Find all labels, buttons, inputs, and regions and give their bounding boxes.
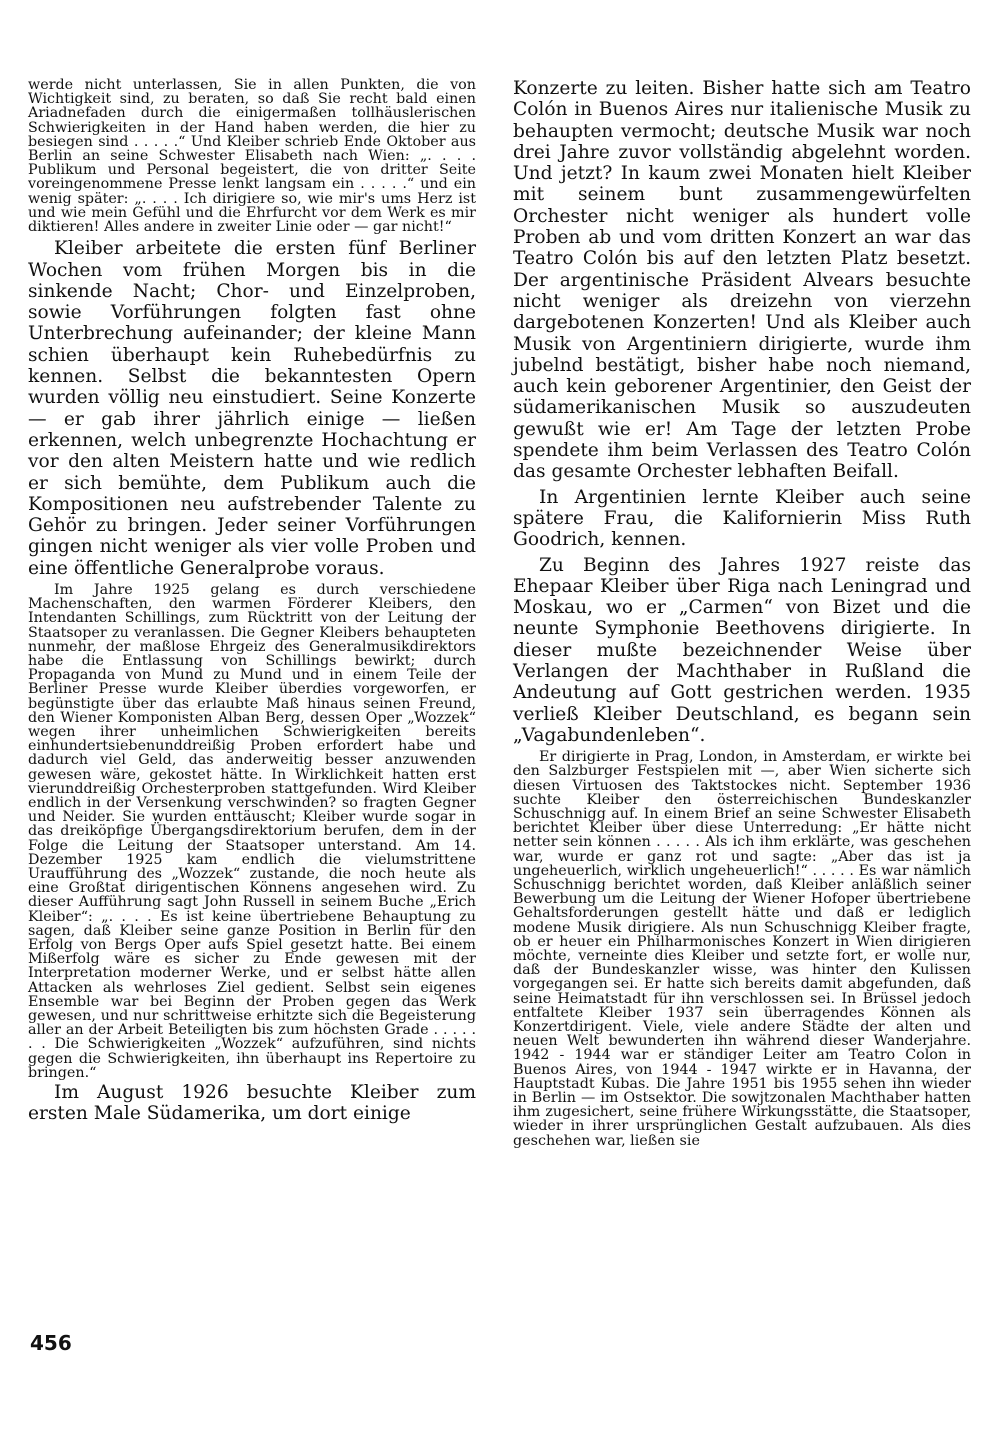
paragraph-wanderjahre: Er dirigierte in Prag, London, in Amsterdam, er wirkte bei den Salzburger Festspielen mit —, aber Wien sicherte sich diesen Virtuosen des Taktstockes nicht. September 1936 suchte Kleiber den österreichischen Bundeskanzler Schuschnigg auf. In einem Brief an seine Schwester Elisabeth berichtet Kleiber über diese Unterredung: „Er hätte nicht netter sein können . . . . . Als ich ihm erklärte, was geschehen war, wurde er ganz rot und sagte: „Aber das ist ja ungeheuerlich, wirklich ungeheuerlich!“ . . . . . Es war nämlich Schuschnigg berichtet worden, daß Kleiber anläßlich seiner Bewerbung um die Leitung der Wiener Hofoper übertriebene Gehaltsforderungen gestellt hätte und daß er lediglich modene Musik dirigiere. Als nun Schuschnigg Kleiber fragte, ob er heuer ein Philharmonisches Konzert in Wien dirigieren möchte, verneinte dies Kleiber und setzte fort, er wolle nur, daß der Bundeskanzler wisse, was hinter den Kulissen vorgegangen sei. Er hatte sich bereits damit abgefunden, daß seine Heimatstadt für ihn verschlossen sei. In Brüssel jedoch entfaltete Kleiber 1937 sein überragendes Können als Konzertdirigent. Viele, viele andere Städte der alten und neuen Welt bewunderten ihn während dieser Wanderjahre. 1942 - 1944 war er ständiger Leiter am Teatro Colon in Buenos Aires, von 1944 - 1947 wirkte er in Havanna, der Hauptstadt Kubas. Die Jahre 1951 bis 1955 sehen ihn wieder in Berlin — im Ostsektor. Die sowjtzonalen Machthaber hatten ihm zugesichert, seine frühere Wirkungsstätte, die Staatsoper, wieder in ihrer ursprünglichen Gestalt aufzubauen. Als dies geschehen war, ließen sie <box>513 749 971 1149</box>
page-number: 456 <box>30 1331 72 1355</box>
paragraph-1927-journey: Zu Beginn des Jahres 1927 reiste das Ehepaar Kleiber über Riga nach Leningrad und Moskau, wo er „Carmen“ von Bizet und die neunte Symphonie Beethovens dirigierte. In dieser mußte bezeichnender Weise über Verlangen der Machthaber in Rußland die Andeutung auf Gott gestrichen werden. 1935 verließ Kleiber Deutschland, es begann sein „Vagabundenleben“. <box>513 554 971 746</box>
left-column <box>28 78 476 1125</box>
paragraph-wozzek: Im Jahre 1925 gelang es durch verschiedene Machenschaften, den warmen Förderer Kleibers, den Intendanten Schillings, zum Rücktritt von der Leitung der Staatsoper zu veranlassen. Die Gegner Kleibers behaupteten nunmehr, der maßlose Ehrgeiz des Generalmusikdirektors habe die Entlassung von Schillings bewirkt; durch Propaganda von Mund zu Mund und in einem Teile der Berliner Presse wurde Kleiber überdies vorgeworfen, er begünstigte über das erlaubte Maß hinaus seinen Freund, den Wiener Komponisten Alban Berg, dessen Oper „Wozzek“ wegen ihrer unheimlichen Schwierigkeiten bereits einhundertsiebenunddreißig Proben erfordert habe und dadurch viel Geld, das anderweitig besser anzuwenden gewesen wäre, gekostet hätte. In Wirklichkeit hatten erst vierunddreißig Orchesterproben stattgefunden. Wird Kleiber endlich in der Versenkung verschwinden? so fragten Gegner und Neider. Sie wurden enttäuscht; Kleiber wurde sogar in das dreiköpfige Übergangsdirektorium berufen, dem in der Folge die Leitung der Staatsoper unterstand. Am 14. Dezember 1925 kam endlich die vielumstrittene Uraufführung des „Wozzek“ zustande, die noch heute als eine Großtat dirigentischen Könnens angesehen wird. Zu dieser Aufführung sagt John Russell in seinem Buche „Erich Kleiber“: „. . . . Es ist keine übertriebene Behauptung zu sagen, daß Kleiber seine ganze Position in Berlin für den Erfolg von Bergs Oper aufs Spiel gesetzt hatte. Bei einem Mißerfolg wäre es sicher zu Ende gewesen mit der Interpretation moderner Werke, und er selbst hätte allen Attacken als wehrloses Ziel gedient. Selbst sein eigenes Ensemble war bei Beginn der Proben gegen das Werk gewesen, und nur schrittweise erhitzte sich die Begeisterung aller an der Arbeit Beteiligten bis zum höchsten Grade . . . . . . . Die Schwierigkeiten „Wozzek“ aufzuführen, sind nichts gegen die Schwierigkeiten, ihn überhaupt ins Repertoire zu bringen.“ <box>28 581 476 1081</box>
right-column <box>513 78 971 1148</box>
paragraph-argentina-wife: In Argentinien lernte Kleiber auch seine spätere Frau, die Kalifornierin Miss Ruth Goodrich, kennen. <box>513 486 971 551</box>
paragraph-letter-quote: werde nicht unterlassen, Sie in allen Punkten, die von Wichtigkeit sind, zu beraten, so daß Sie recht bald einen Ariadnefaden durch die einigermaßen tollhäuslerischen Schwierigkeiten in der Hand haben werden, die hier zu besiegen sind . . . . .“ Und Kleiber schrieb Ende Oktober aus Berlin an seine Schwester Elisabeth nach Wien: „. . . . Publikum und Personal begeistert, die von dritter Seite voreingenommene Presse lenkt langsam ein . . . . .“ und ein wenig später: „. . . . Ich dirigiere so, wie mir's ums Herz ist und wie mein Gefühl und die Ehrfurcht vor dem Werk es mir diktieren! Alles andere in zweiter Linie oder — gar nicht!“ <box>28 77 476 236</box>
paragraph-teatro-colon: Konzerte zu leiten. Bisher hatte sich am Teatro Colón in Buenos Aires nur italienische Musik zu behaupten vermocht; deutsche Musik war noch drei Jahre zuvor vollständig abgelehnt worden. Und jetzt? In kaum zwei Monaten hielt Kleiber mit seinem bunt zusammengewürfelten Orchester nicht weniger als hundert volle Proben ab und vom dritten Konzert an war das Teatro Colón bis auf den letzten Platz besetzt. Der argentinische Präsident Alvears besuchte nicht weniger als dreizehn von vierzehn dargebotenen Konzerten! Und als Kleiber auch Musik von Argentiniern dirigierte, wurde ihm jubelnd bestätigt, bisher habe noch niemand, auch kein geborener Argentinier, den Geist der südamerikanischen Musik so auszudeuten gewußt wie er! Am Tage der letzten Probe spendete ihm beim Verlassen des Teatro Colón das gesamte Orchester lebhaften Beifall. <box>513 78 971 483</box>
paragraph-berlin-work: Kleiber arbeitete die ersten fünf Berliner Wochen vom frühen Morgen bis in die sinkende Nacht; Chor- und Einzelproben, sowie Vorführungen folgten fast ohne Unterbrechung aufeinander; der kleine Mann schien überhaupt kein Ruhebedürfnis zu kennen. Selbst die bekanntesten Opern wurden völlig neu einstudiert. Seine Konzerte — er gab ihrer jährlich einige — ließen erkennen, welch unbegrenzte Hochachtung er vor den alten Meistern hatte und wie redlich er sich bemühte, dem Publikum auch die Kompositionen neu aufstrebender Talente zu Gehör zu bringen. Jeder seiner Vorführungen gingen nicht weniger als vier volle Proben und eine öffentliche Generalprobe voraus. <box>28 238 476 579</box>
paragraph-south-america-start: Im August 1926 besuchte Kleiber zum ersten Male Südamerika, um dort einige <box>28 1082 476 1125</box>
